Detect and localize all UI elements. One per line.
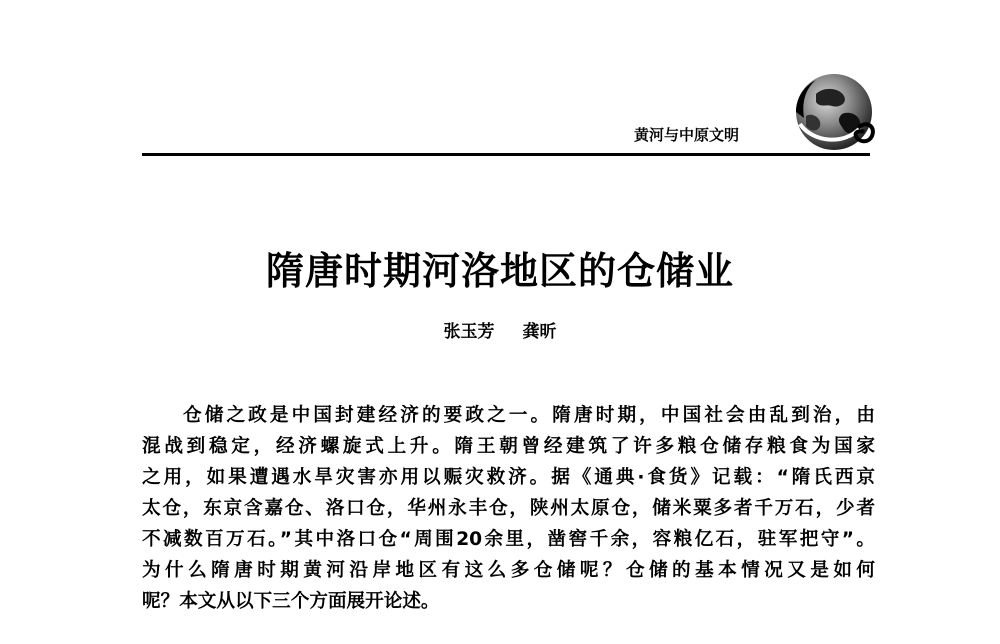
paragraph-line: 太仓，东京含嘉仓、洛口仓，华州永丰仓，陕州太原仓，储米粟多者千万石，少者 [142, 498, 875, 519]
body-paragraph [142, 400, 875, 617]
article-authors [0, 317, 1000, 342]
running-header-title: 黄河与中原文明 [634, 126, 740, 144]
paragraph-line: 不减数百万石。”其中洛口仓“周围20余里，凿窖千余，容粮亿石，驻军把守”。 [142, 529, 875, 550]
header-rule [142, 153, 870, 156]
globe-emblem-icon [782, 72, 878, 158]
paragraph-line: 混战到稳定，经济螺旋式上升。隋王朝曾经建筑了许多粮仓储存粮食为国家 [142, 436, 875, 457]
author-name: 龚昕 [522, 322, 557, 342]
article-title: 隋唐时期河洛地区的仓储业 [265, 248, 734, 293]
paragraph-line: 之用，如果遭遇水旱灾害亦用以赈灾救济。据《通典·食货》记载：“隋氏西京 [142, 467, 875, 488]
paragraph-line: 仓储之政是中国封建经济的要政之一。隋唐时期，中国社会由乱到治，由 [183, 405, 875, 426]
author-name: 张玉芳 [443, 322, 495, 342]
paragraph-line: 为什么隋唐时期黄河沿岸地区有这么多仓储呢？仓储的基本情况又是如何 [142, 560, 875, 581]
paragraph-line: 呢？本文从以下三个方面展开论述。 [142, 591, 440, 612]
